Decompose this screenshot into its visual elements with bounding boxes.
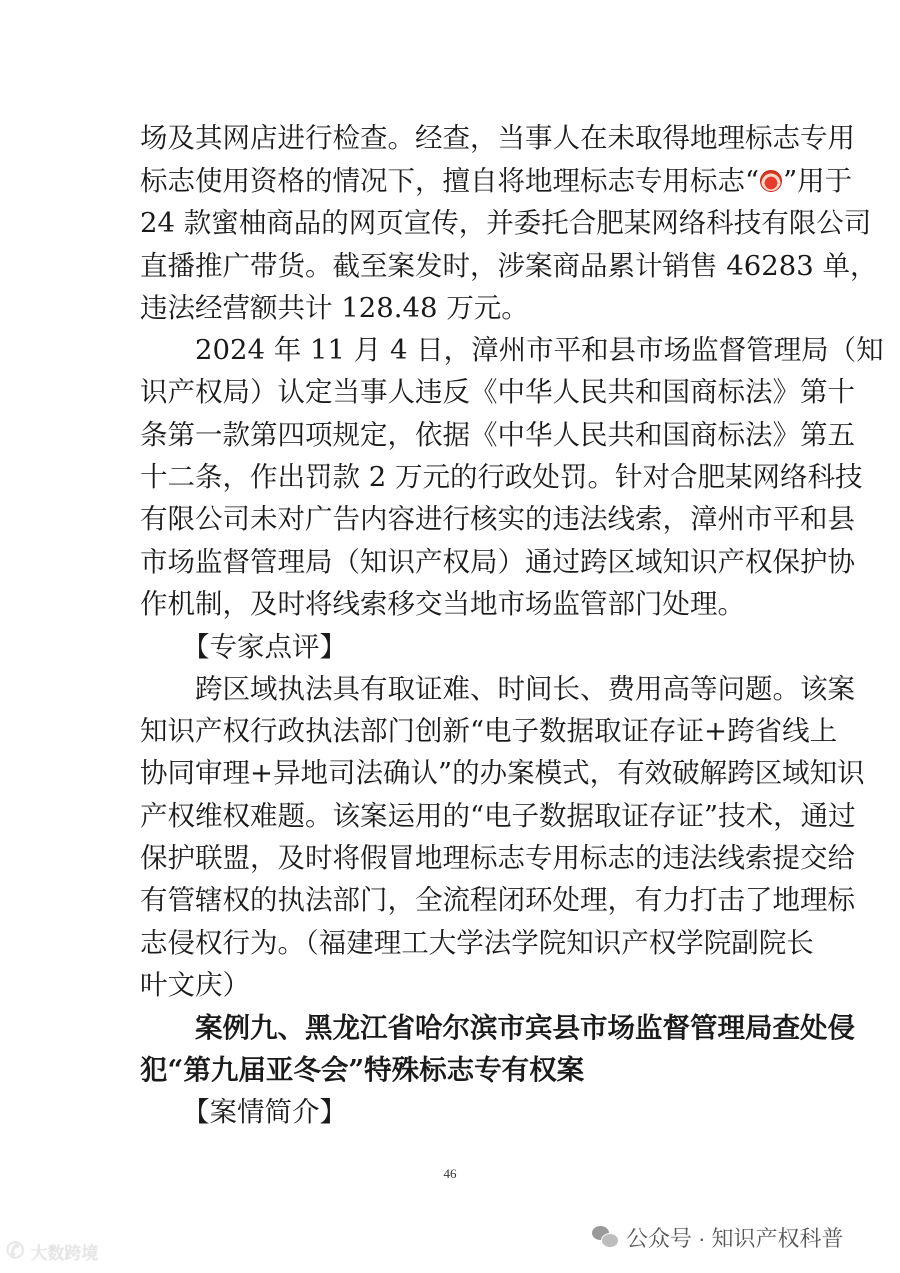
wechat-watermark	[592, 1222, 844, 1252]
text-line	[140, 161, 853, 201]
text-line: 保护联盟，及时将假冒地理标志专用标志的违法线索提交给	[140, 842, 855, 874]
case-heading: 案例九、黑龙江省哈尔滨市宾县市场监督管理局查处侵	[195, 1012, 855, 1044]
source-watermark	[6, 1236, 98, 1266]
text-line: 十二条，作出罚款 2 万元的行政处罚。针对合肥某网络科技	[140, 461, 863, 493]
text-segment: ”用于	[783, 165, 853, 197]
text-line: 协同审理+异地司法确认”的办案模式，有效破解跨区域知识	[140, 757, 865, 789]
text-line: 识产权局）认定当事人违反《中华人民共和国商标法》第十	[140, 376, 855, 408]
text-line: 市场监督管理局（知识产权局）通过跨区域知识产权保护协	[140, 546, 855, 578]
text-line: 有限公司未对广告内容进行核实的违法线索，漳州市平和县	[140, 503, 855, 535]
text-line: 叶文庆）	[140, 969, 250, 1001]
text-segment: 标志使用资格的情况下，擅自将地理标志专用标志“	[140, 165, 760, 197]
wechat-watermark-text: 公众号 · 知识产权科普	[626, 1225, 844, 1251]
text-line: 有管辖权的执法部门，全流程闭环处理，有力打击了地理标	[140, 884, 855, 916]
text-line: 24 款蜜柚商品的网页宣传，并委托合肥某网络科技有限公司	[140, 207, 872, 239]
text-line: 跨区域执法具有取证难、时间长、费用高等问题。该案	[195, 673, 855, 705]
page-number: 46	[443, 1166, 457, 1181]
case-heading: 犯“第九届亚冬会”特殊标志专有权案	[140, 1054, 585, 1086]
geographical-indication-seal-icon	[760, 170, 782, 192]
text-line: 2024 年 11 月 4 日，漳州市平和县市场监督管理局（知	[195, 334, 884, 366]
wechat-icon	[592, 1226, 618, 1248]
section-heading: 【专家点评】	[182, 631, 347, 663]
text-line: 直播推广带货。截至案发时，涉案商品累计销售 46283 单，	[140, 250, 878, 282]
logo-icon: ✆	[6, 1238, 25, 1263]
source-watermark-text: 大数跨境	[30, 1243, 99, 1263]
text-line: 志侵权行为。（福建理工大学法学院知识产权学院副院长	[140, 927, 814, 959]
text-line: 作机制，及时将线索移交当地市场监管部门处理。	[140, 588, 745, 620]
text-line: 违法经营额共计 128.48 万元。	[140, 292, 529, 324]
section-heading: 【案情简介】	[182, 1096, 347, 1128]
text-line: 知识产权行政执法部门创新“电子数据取证存证+跨省线上	[140, 715, 838, 747]
text-line: 产权维权难题。该案运用的“电子数据取证存证”技术，通过	[140, 800, 856, 832]
text-line: 场及其网店进行检查。经查，当事人在未取得地理标志专用	[140, 122, 855, 154]
text-line: 条第一款第四项规定，依据《中华人民共和国商标法》第五	[140, 419, 855, 451]
